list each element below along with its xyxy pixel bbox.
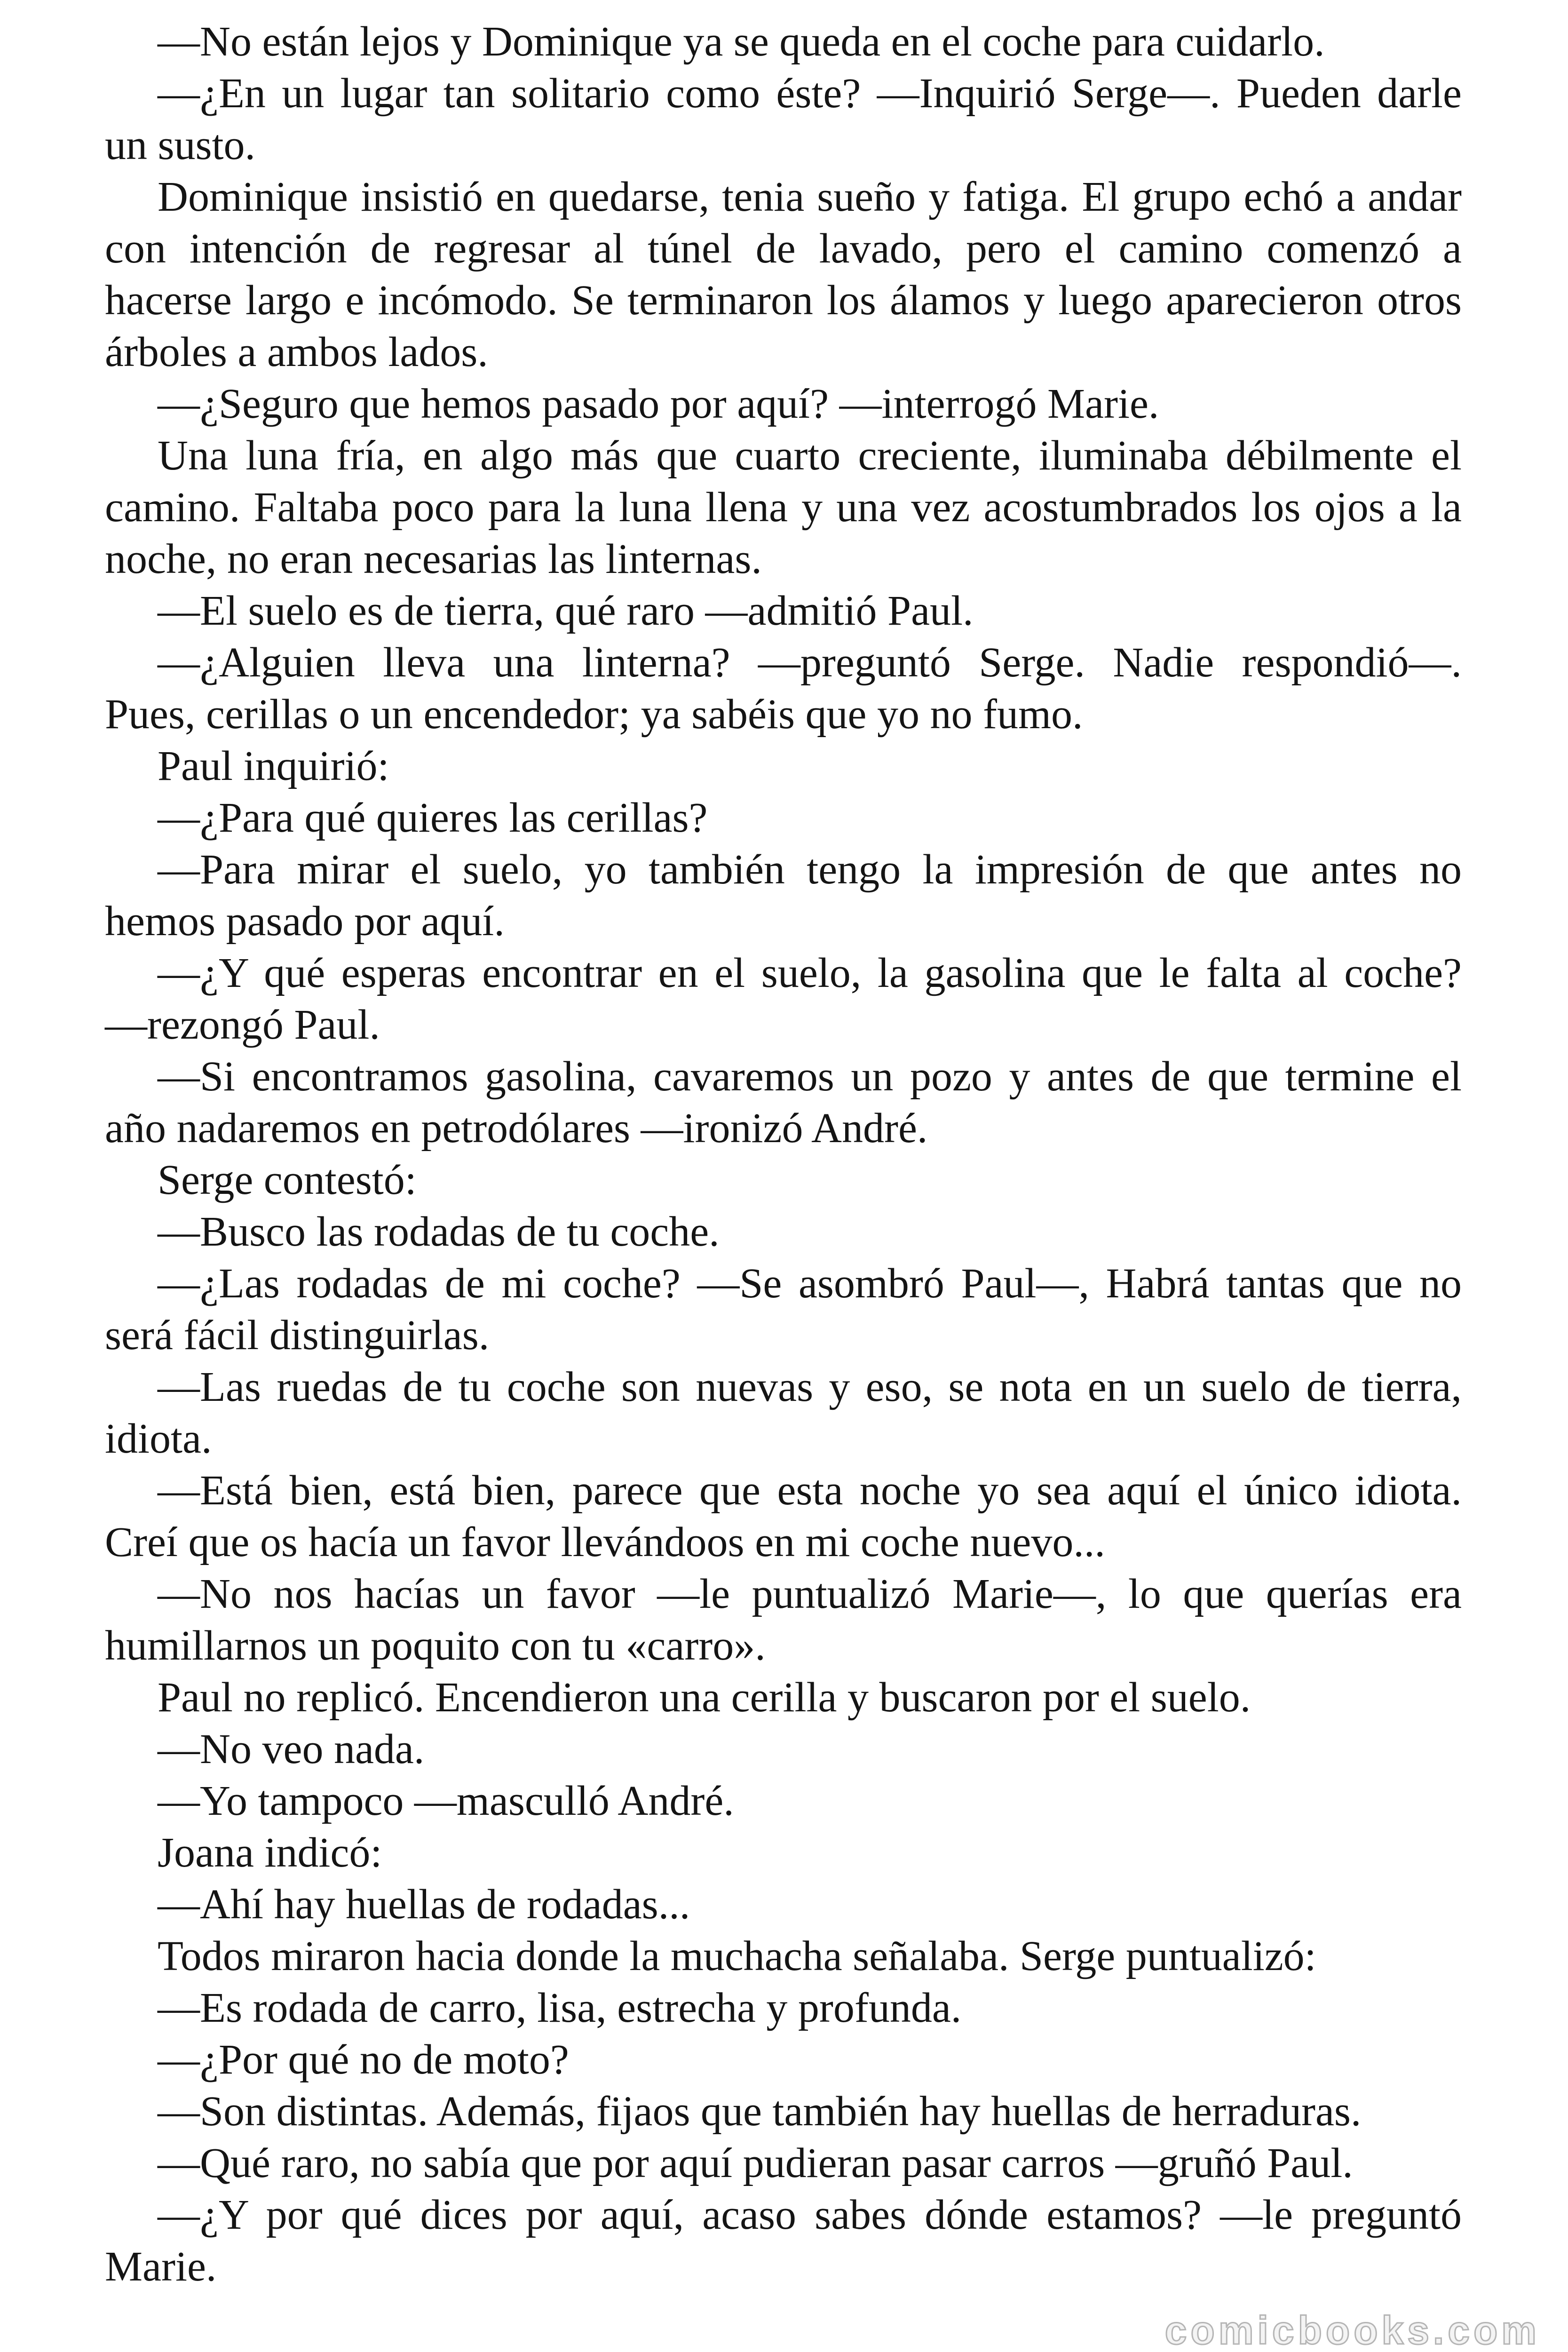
text-line: Pues, cerillas o un encendedor; ya sabéis que yo no fumo. — [105, 691, 1083, 738]
text-line: —Qué raro, no sabía que por aquí pudieran pasar carros —gruñó Paul. — [158, 2140, 1353, 2186]
paragraph — [105, 430, 1462, 585]
text-line: Serge contestó: — [158, 1157, 417, 1203]
text-line: Una luna fría, en algo más que cuarto creciente, iluminaba débilmente el — [158, 432, 1462, 479]
text-line: Paul inquirió: — [158, 743, 389, 789]
paragraph — [105, 1775, 1462, 1827]
paragraph — [105, 68, 1462, 171]
text-line: Marie. — [105, 2243, 217, 2290]
text-line: —Las ruedas de tu coche son nuevas y eso, se nota en un suelo de tierra, — [158, 1364, 1462, 1410]
text-line: —Es rodada de carro, lisa, estrecha y profunda. — [158, 1985, 962, 2031]
text-line: Dominique insistió en quedarse, tenia sueño y fatiga. El grupo echó a andar — [158, 174, 1462, 220]
text-line: —Está bien, está bien, parece que esta noche yo sea aquí el único idiota. — [158, 1467, 1462, 1514]
book-page-text — [105, 16, 1462, 2293]
paragraph — [105, 740, 1462, 792]
text-line: Joana indicó: — [158, 1829, 382, 1876]
paragraph — [105, 2137, 1462, 2189]
paragraph — [105, 1154, 1462, 1206]
text-line: año nadaremos en petrodólares —ironizó André. — [105, 1105, 928, 1152]
text-line: —Si encontramos gasolina, cavaremos un pozo y antes de que termine el — [158, 1053, 1462, 1100]
text-line: —rezongó Paul. — [105, 1001, 380, 1048]
text-line: Creí que os hacía un favor llevándoos en mi coche nuevo... — [105, 1519, 1105, 1565]
paragraph — [105, 2189, 1462, 2293]
text-line: hemos pasado por aquí. — [105, 898, 505, 945]
text-line: —Son distintas. Además, fijaos que también hay huellas de herraduras. — [158, 2088, 1362, 2135]
paragraph — [105, 2086, 1462, 2137]
text-line: —Busco las rodadas de tu coche. — [158, 1208, 720, 1255]
text-line: hacerse largo e incómodo. Se terminaron los álamos y luego aparecieron otros — [105, 277, 1462, 324]
paragraph — [105, 1982, 1462, 2034]
paragraph — [105, 1672, 1462, 1724]
text-line: —¿Y qué esperas encontrar en el suelo, la gasolina que le falta al coche? — [158, 950, 1462, 996]
text-line: un susto. — [105, 122, 256, 168]
text-line: será fácil distinguirlas. — [105, 1312, 490, 1359]
paragraph — [105, 1827, 1462, 1879]
text-line: —¿En un lugar tan solitario como éste? —Inquirió Serge—. Pueden darle — [158, 70, 1462, 117]
paragraph — [105, 1931, 1462, 1982]
text-line: noche, no eran necesarias las linternas. — [105, 536, 762, 582]
paragraph — [105, 171, 1462, 378]
paragraph — [105, 1465, 1462, 1568]
paragraph — [105, 637, 1462, 740]
text-line: humillarnos un poquito con tu «carro». — [105, 1622, 766, 1669]
paragraph — [105, 1361, 1462, 1465]
paragraph — [105, 378, 1462, 430]
paragraph — [105, 1258, 1462, 1361]
text-line: con intención de regresar al túnel de lavado, pero el camino comenzó a — [105, 225, 1462, 272]
text-line: —No veo nada. — [158, 1726, 425, 1772]
paragraph — [105, 1568, 1462, 1672]
paragraph — [105, 947, 1462, 1051]
paragraph — [105, 585, 1462, 637]
text-line: —Yo tampoco —masculló André. — [158, 1778, 734, 1824]
text-line: —Para mirar el suelo, yo también tengo la impresión de que antes no — [158, 846, 1462, 893]
text-line: idiota. — [105, 1415, 212, 1462]
text-line: —¿Seguro que hemos pasado por aquí? —interrogó Marie. — [158, 381, 1159, 427]
text-line: Paul no replicó. Encendieron una cerilla y buscaron por el suelo. — [158, 1674, 1251, 1721]
text-line: —No nos hacías un favor —le puntualizó Marie—, lo que querías era — [158, 1571, 1462, 1617]
text-line: —Ahí hay huellas de rodadas... — [158, 1881, 690, 1928]
paragraph — [105, 1051, 1462, 1154]
text-line: —¿Por qué no de moto? — [158, 2036, 569, 2083]
text-line: —¿Para qué quieres las cerillas? — [158, 795, 708, 841]
text-line: árboles a ambos lados. — [105, 329, 488, 375]
text-line: —¿Las rodadas de mi coche? —Se asombró Paul—, Habrá tantas que no — [158, 1260, 1462, 1307]
paragraph — [105, 2034, 1462, 2086]
text-line: Todos miraron hacia donde la muchacha señalaba. Serge puntualizó: — [158, 1933, 1316, 1979]
text-line: —El suelo es de tierra, qué raro —admitió Paul. — [158, 588, 974, 634]
watermark: comicbooks.com — [1164, 2308, 1540, 2352]
text-line: camino. Faltaba poco para la luna llena y una vez acostumbrados los ojos a la — [105, 484, 1462, 531]
paragraph — [105, 1879, 1462, 1931]
paragraph — [105, 792, 1462, 844]
text-line: —¿Alguien lleva una linterna? —preguntó Serge. Nadie respondió—. — [158, 639, 1462, 686]
paragraph — [105, 1206, 1462, 1258]
text-line: —¿Y por qué dices por aquí, acaso sabes dónde estamos? —le preguntó — [158, 2192, 1462, 2238]
paragraph — [105, 1724, 1462, 1775]
paragraph — [105, 844, 1462, 947]
text-line: —No están lejos y Dominique ya se queda en el coche para cuidarlo. — [158, 18, 1325, 65]
paragraph — [105, 16, 1462, 68]
